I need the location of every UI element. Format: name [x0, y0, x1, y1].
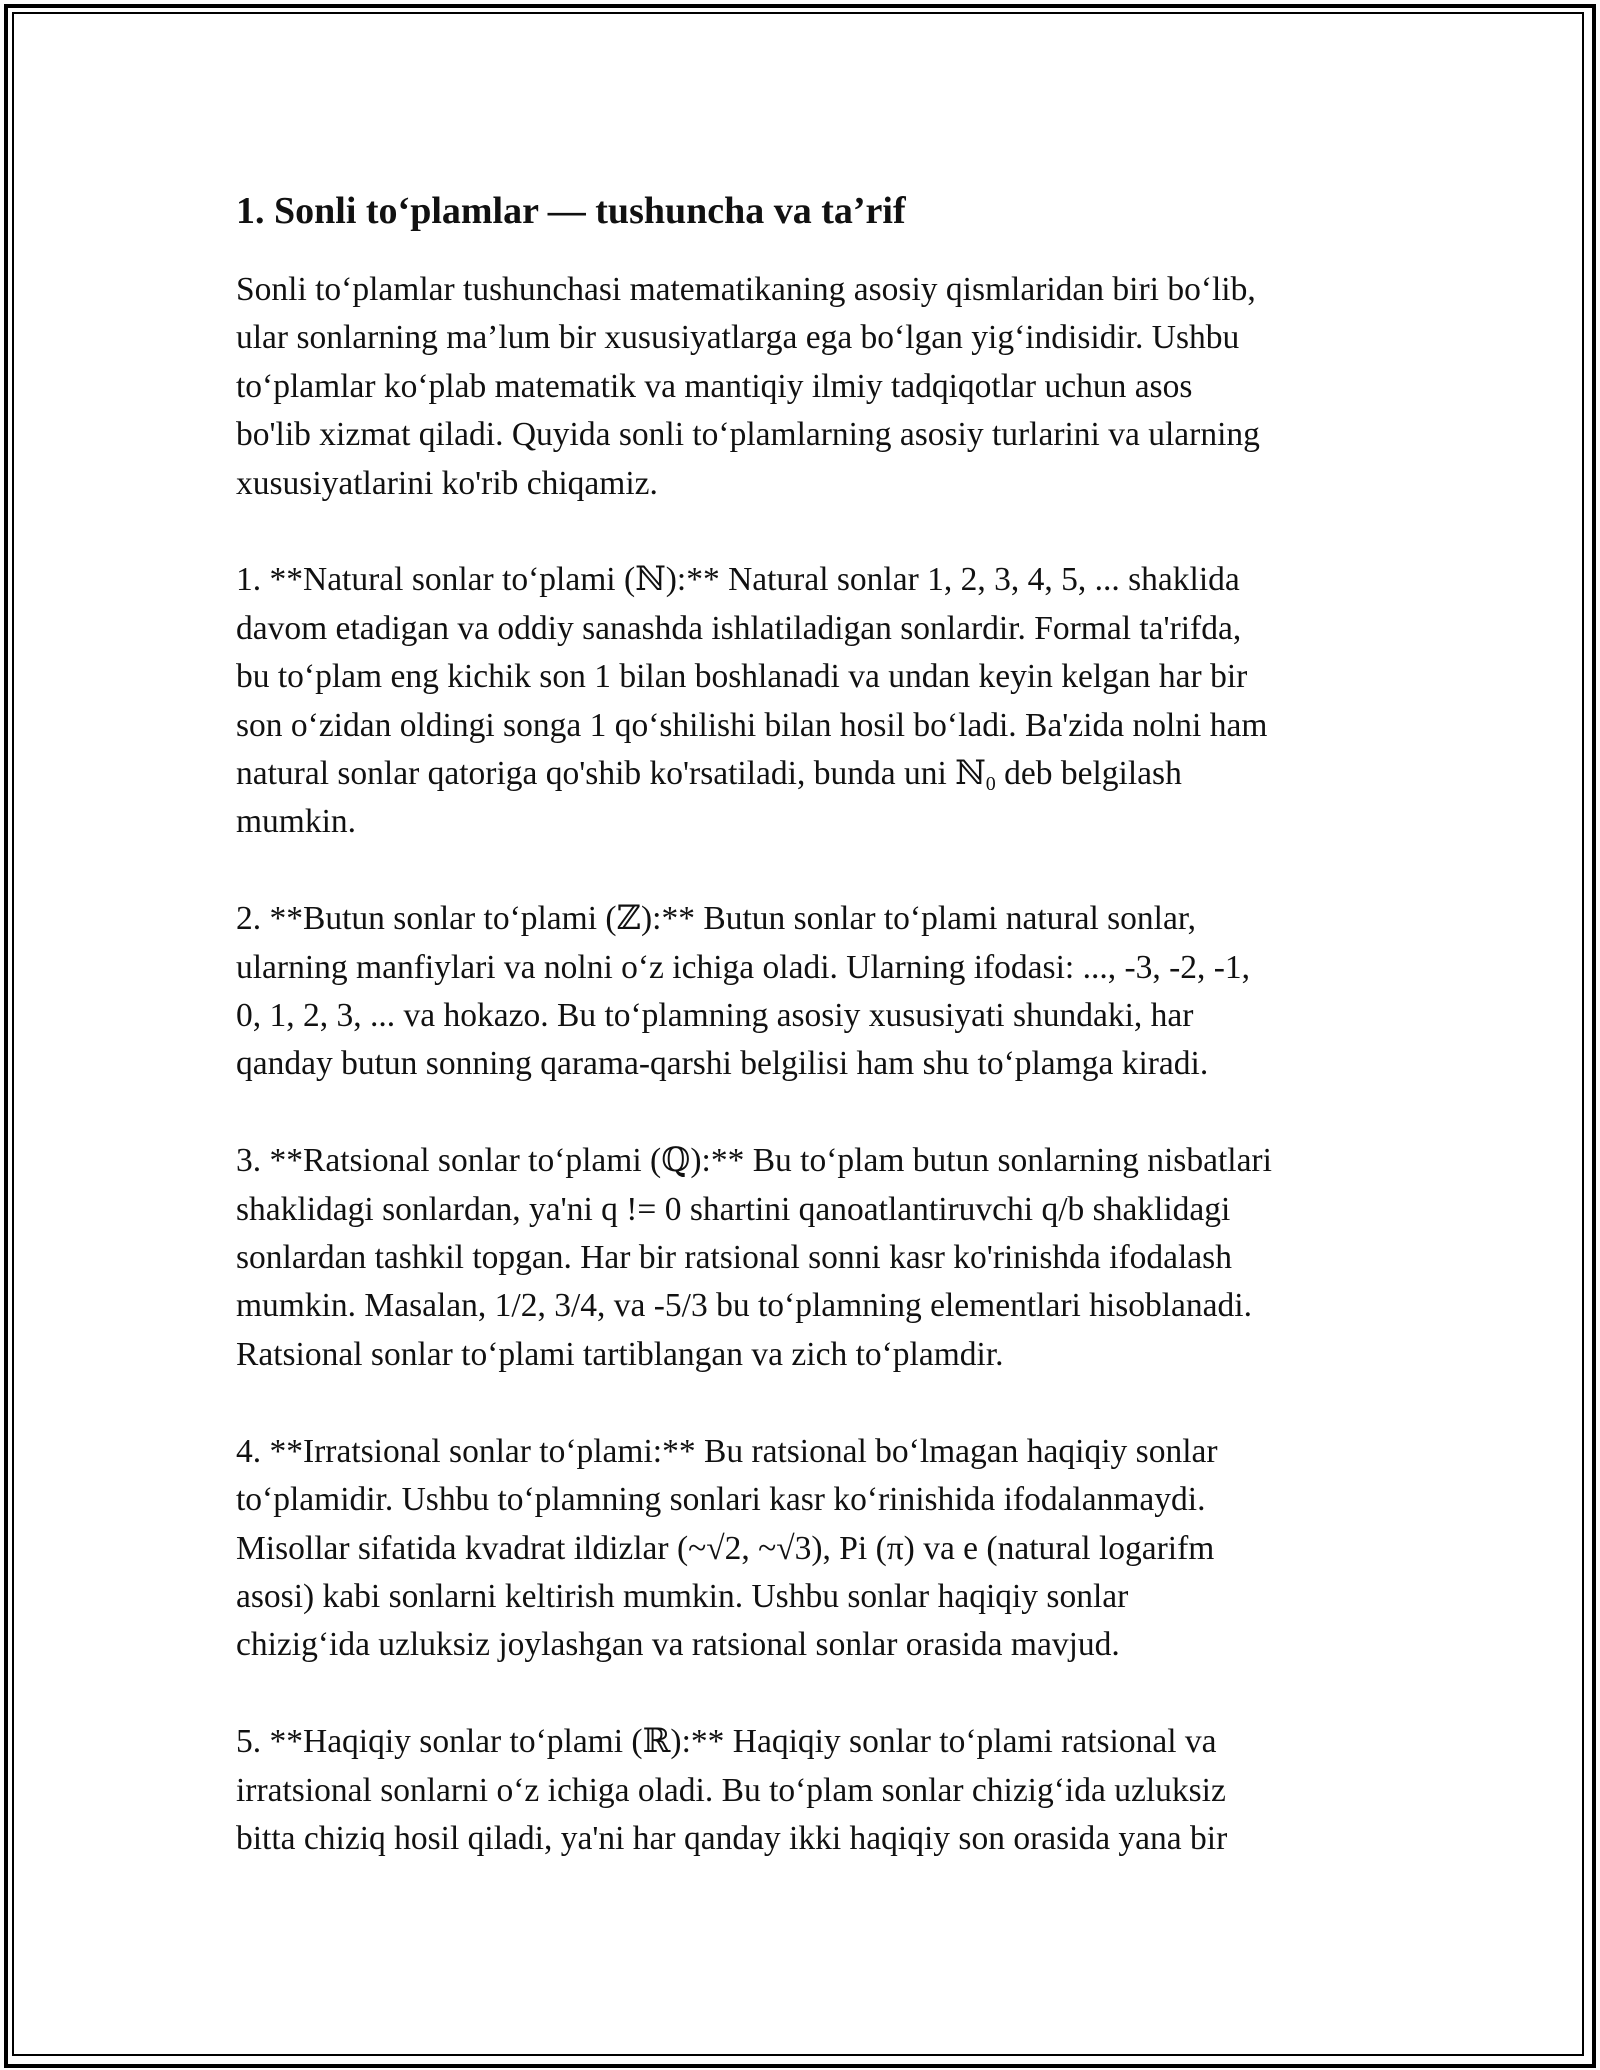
- text-line: mumkin.: [236, 803, 357, 841]
- text-line: ular sonlarning ma’lum bir xususiyatlarga ega bo‘lgan yig‘indisidir. Ushbu: [236, 319, 1240, 357]
- text-line: 3. **Ratsional sonlar to‘plami (ℚ):** Bu to‘plam butun sonlarning nisbatlari: [236, 1142, 1272, 1180]
- intro-paragraph: [236, 266, 1386, 508]
- subscript-zero: 0: [985, 773, 996, 796]
- text-line: sonlardan tashkil topgan. Har bir ratsional sonni kasr ko'rinishda ifodalash: [236, 1239, 1232, 1277]
- document-body: [236, 186, 1386, 1912]
- text-line: irratsional sonlarni o‘z ichiga oladi. Bu to‘plam sonlar chizig‘ida uzluksiz: [236, 1771, 1226, 1809]
- text-line: 5. **Haqiqiy sonlar to‘plami (ℝ):** Haqiqiy sonlar to‘plami ratsional va: [236, 1723, 1217, 1761]
- text-line: bo'lib xizmat qiladi. Quyida sonli to‘plamlarning asosiy turlarini va ularning: [236, 416, 1260, 454]
- text-line: shaklidagi sonlardan, ya'ni q != 0 shartini qanoatlantiruvchi q/b shaklidagi: [236, 1190, 1231, 1228]
- text-line: asosi) kabi sonlarni keltirish mumkin. Ushbu sonlar haqiqiy sonlar: [236, 1577, 1129, 1615]
- text-line: xususiyatlarini ko'rib chiqamiz.: [236, 464, 658, 502]
- text-line: 1. **Natural sonlar to‘plami (ℕ):** Natural sonlar 1, 2, 3, 4, 5, ... shaklida: [236, 561, 1240, 599]
- integers-paragraph: [236, 895, 1386, 1089]
- page-title: 1. Sonli to‘plamlar — tushuncha va ta’rif: [236, 190, 906, 232]
- text-line: to‘plamidir. Ushbu to‘plamning sonlari kasr ko‘rinishida ifodalanmaydi.: [236, 1481, 1206, 1519]
- text-line: bu to‘plam eng kichik son 1 bilan boshlanadi va undan keyin kelgan har bir: [236, 658, 1248, 696]
- text-segment: deb belgilash: [995, 755, 1182, 793]
- text-line: mumkin. Masalan, 1/2, 3/4, va -5/3 bu to‘plamning elementlari hisoblanadi.: [236, 1287, 1252, 1325]
- rationals-paragraph: [236, 1137, 1386, 1379]
- text-line: to‘plamlar ko‘plab matematik va mantiqiy ilmiy tadqiqotlar uchun asos: [236, 367, 1193, 405]
- text-line: son o‘zidan oldingi songa 1 qo‘shilishi bilan hosil bo‘ladi. Ba'zida nolni ham: [236, 706, 1268, 744]
- text-line: bitta chiziq hosil qiladi, ya'ni har qanday ikki haqiqiy son orasida yana bir: [236, 1819, 1228, 1857]
- text-line: Sonli to‘plamlar tushunchasi matematikaning asosiy qismlaridan biri bo‘lib,: [236, 271, 1256, 308]
- natural-numbers-paragraph: [236, 556, 1386, 846]
- text-line: Misollar sifatida kvadrat ildizlar (~√2, ~√3), Pi (π) va e (natural logarifm: [236, 1529, 1215, 1567]
- text-line: qanday butun sonning qarama-qarshi belgilisi ham shu to‘plamga kiradi.: [236, 1045, 1209, 1083]
- text-line: 2. **Butun sonlar to‘plami (ℤ):** Butun sonlar to‘plami natural sonlar,: [236, 900, 1197, 938]
- text-line: Ratsional sonlar to‘plami tartiblangan va zich to‘plamdir.: [236, 1335, 1004, 1373]
- text-line: 4. **Irratsional sonlar to‘plami:** Bu ratsional bo‘lmagan haqiqiy sonlar: [236, 1432, 1218, 1470]
- text-line: davom etadigan va oddiy sanashda ishlatiladigan sonlardir. Formal ta'rifda,: [236, 609, 1242, 647]
- text-line: chizig‘ida uzluksiz joylashgan va ratsional sonlar orasida mavjud.: [236, 1626, 1120, 1664]
- text-line-with-subscript: [236, 750, 1386, 798]
- irrationals-paragraph: [236, 1428, 1386, 1670]
- text-line: 0, 1, 2, 3, ... va hokazo. Bu to‘plamning asosiy xususiyati shundaki, har: [236, 997, 1194, 1035]
- text-segment: natural sonlar qatoriga qo'shib ko'rsatiladi, bunda uni ℕ: [236, 755, 986, 793]
- text-line: ularning manfiylari va nolni o‘z ichiga oladi. Ularning ifodasi: ..., -3, -2, -1,: [236, 948, 1251, 986]
- reals-paragraph: [236, 1718, 1386, 1863]
